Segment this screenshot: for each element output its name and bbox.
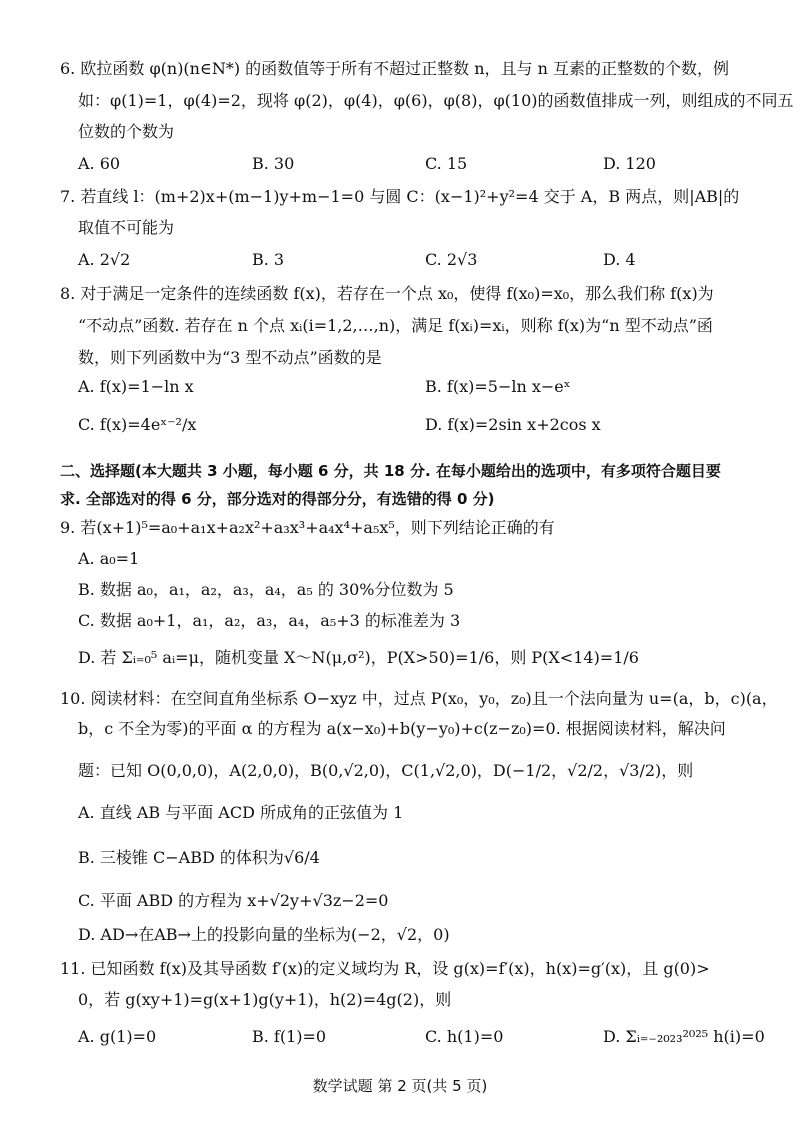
q6-line2: 如：φ(1)=1，φ(4)=2，现将 φ(2)，φ(4)，φ(6)，φ(8)，φ(10)的函数值排成一列，则组成的不同五 — [78, 91, 794, 110]
q10-option-d: D. AD→在AB→上的投影向量的坐标为(−2，√2，0) — [78, 925, 450, 944]
q8-option-a: A. f(x)=1−ln x — [78, 377, 194, 396]
q8-line1: 8. 对于满足一定条件的连续函数 f(x)，若存在一个点 x₀，使得 f(x₀)=x₀，那么我们称 f(x)为 — [60, 284, 714, 303]
q10-option-b: B. 三棱锥 C−ABD 的体积为√6/4 — [78, 848, 320, 867]
section2-heading-line2: 求. 全部选对的得 6 分，部分选对的得部分分，有选错的得 0 分) — [60, 490, 495, 508]
q11-line2: 0，若 g(xy+1)=g(x+1)g(y+1)，h(2)=4g(2)，则 — [78, 990, 452, 1009]
q8-option-d: D. f(x)=2sin x+2cos x — [425, 415, 601, 434]
section2-heading-line1: 二、选择题(本大题共 3 小题，每小题 6 分，共 18 分. 在每小题给出的选项中，有多项符合题目要 — [60, 462, 721, 480]
q11-option-b: B. f(1)=0 — [252, 1027, 327, 1046]
q10-option-a: A. 直线 AB 与平面 ACD 所成角的正弦值为 1 — [78, 803, 404, 822]
q7-line2: 取值不可能为 — [78, 218, 175, 237]
q8-line2: “不动点”函数. 若存在 n 个点 xᵢ(i=1,2,…,n)，满足 f(xᵢ)=xᵢ，则称 f(x)为“n 型不动点”函 — [78, 316, 713, 335]
q7-option-c: C. 2√3 — [425, 250, 478, 269]
q9-stem: 9. 若(x+1)⁵=a₀+a₁x+a₂x²+a₃x³+a₄x⁴+a₅x⁵，则下列结论正确的有 — [60, 518, 555, 537]
q9-option-d: D. 若 Σᵢ₌₀⁵ aᵢ=μ，随机变量 X～N(μ,σ²)，P(X>50)=1/6，则 P(X<14)=1/6 — [78, 648, 639, 667]
page-footer: 数学试题 第 2 页(共 5 页) — [312, 1077, 488, 1095]
q10-line1: 10. 阅读材料：在空间直角坐标系 O−xyz 中，过点 P(x₀，y₀，z₀)且一个法向量为 u=(a，b，c)(a， — [60, 689, 778, 708]
q10-line2: b，c 不全为零)的平面 α 的方程为 a(x−x₀)+b(y−y₀)+c(z−z₀)=0. 根据阅读材料，解决问 — [78, 719, 726, 738]
q7-line1: 7. 若直线 l：(m+2)x+(m−1)y+m−1=0 与圆 C：(x−1)²+y²=4 交于 A，B 两点，则|AB|的 — [60, 187, 740, 206]
q6-line3: 位数的个数为 — [78, 122, 175, 141]
q10-line3: 题：已知 O(0,0,0)，A(2,0,0)，B(0,√2,0)，C(1,√2,0)，D(−1/2，√2/2，√3/2)，则 — [78, 761, 694, 780]
q7-option-d: D. 4 — [603, 250, 636, 269]
q7-option-a: A. 2√2 — [78, 250, 131, 269]
q7-option-b: B. 3 — [252, 250, 285, 269]
q11-option-d: D. Σᵢ₌₋₂₀₂₃²⁰²⁵ h(i)=0 — [603, 1027, 765, 1046]
q6-line1: 6. 欧拉函数 φ(n)(n∈N*) 的函数值等于所有不超过正整数 n，且与 n 互素的正整数的个数，例 — [60, 59, 730, 78]
q11-option-a: A. g(1)=0 — [78, 1027, 157, 1046]
q8-line3: 数，则下列函数中为“3 型不动点”函数的是 — [78, 348, 382, 367]
q10-option-c: C. 平面 ABD 的方程为 x+√2y+√3z−2=0 — [78, 891, 389, 910]
q6-option-d: D. 120 — [603, 154, 656, 173]
q6-option-a: A. 60 — [78, 154, 121, 173]
q8-option-c: C. f(x)=4eˣ⁻²/x — [78, 415, 197, 434]
q9-option-c: C. 数据 a₀+1，a₁，a₂，a₃，a₄，a₅+3 的标准差为 3 — [78, 611, 461, 630]
q6-option-b: B. 30 — [252, 154, 295, 173]
q9-option-a: A. a₀=1 — [78, 549, 140, 568]
q9-option-b: B. 数据 a₀，a₁，a₂，a₃，a₄，a₅ 的 30%分位数为 5 — [78, 580, 454, 599]
q6-option-c: C. 15 — [425, 154, 468, 173]
q11-line1: 11. 已知函数 f(x)及其导函数 f′(x)的定义域均为 R，设 g(x)=f′(x)，h(x)=g′(x)，且 g(0)> — [60, 959, 710, 978]
q11-option-c: C. h(1)=0 — [425, 1027, 504, 1046]
q8-option-b: B. f(x)=5−ln x−eˣ — [425, 377, 571, 396]
